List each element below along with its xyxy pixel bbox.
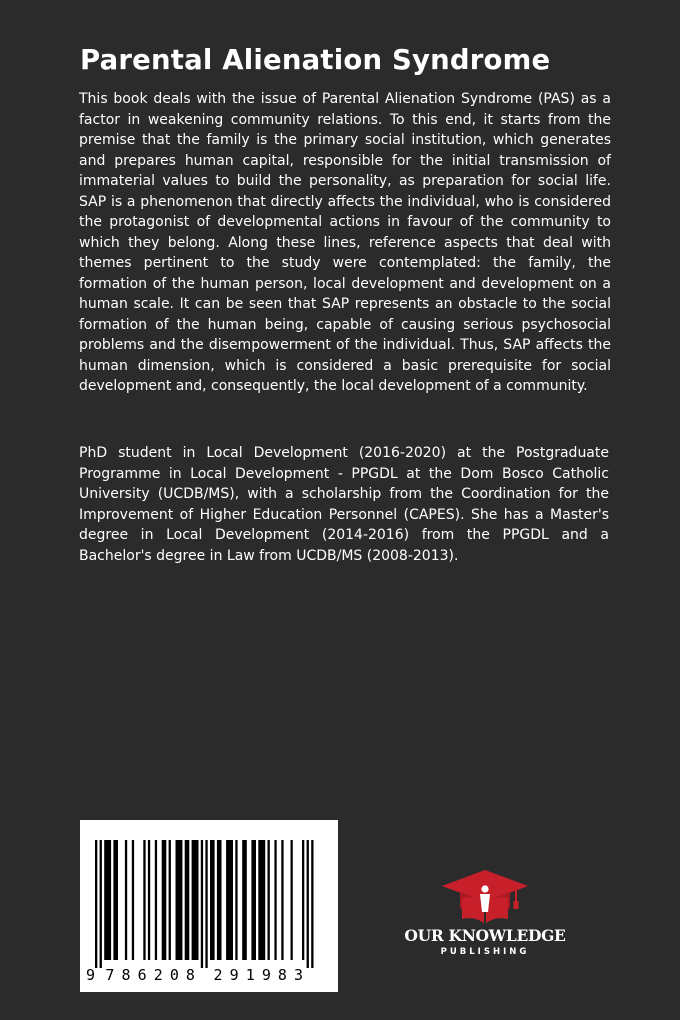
barcode-bar <box>143 840 145 960</box>
barcode-digit: 9 <box>261 966 271 984</box>
barcode-digit: 8 <box>185 966 195 984</box>
barcode-bar <box>311 840 313 968</box>
publisher-subtitle: PUBLISHING <box>440 947 530 957</box>
barcode-bar <box>155 840 157 960</box>
publisher-logo <box>390 868 580 968</box>
barcode-digit: 0 <box>169 966 179 984</box>
barcode-bar <box>205 840 207 968</box>
barcode-digit: 8 <box>121 966 131 984</box>
barcode-bar <box>226 840 233 960</box>
barcode-digit: 7 <box>105 966 115 984</box>
barcode-bar <box>176 840 183 960</box>
barcode-bar <box>258 840 265 960</box>
barcode-bar <box>192 840 199 960</box>
barcode-digit: 8 <box>277 966 287 984</box>
barcode-bar <box>242 840 247 960</box>
barcode-digit: 9 <box>86 966 96 984</box>
barcode-digit: 6 <box>137 966 147 984</box>
barcode-bar <box>281 840 283 960</box>
barcode-bar <box>210 840 215 960</box>
barcode-bar <box>162 840 167 960</box>
barcode-bar <box>148 840 150 960</box>
barcode-bar <box>251 840 256 960</box>
publisher-name: OUR KNOWLEDGE <box>404 926 566 945</box>
barcode-digit: 2 <box>153 966 163 984</box>
book-title: Parental Alienation Syndrome <box>80 44 551 76</box>
barcode-bar <box>95 840 97 968</box>
isbn-barcode <box>80 820 338 992</box>
barcode-bar <box>113 840 118 960</box>
barcode-bar <box>302 840 304 960</box>
barcode-bar <box>235 840 237 960</box>
barcode-digit: 9 <box>229 966 239 984</box>
author-bio: PhD student in Local Development (2016-2020) at the Postgraduate Programme in Local Development - PPGDL at the Dom Bosco Catholic University (UCDB/MS), with a scholarship from the Coordination for the Improvement of Higher Education Personnel (CAPES). She has a Master's degree in Local Development (2014-2016) from the PPGDL and a Bachelor's degree in Law from UCDB/MS (2008-2013). <box>79 445 609 564</box>
barcode-bar <box>125 840 127 960</box>
barcode-digit: 3 <box>294 966 304 984</box>
barcode-bar <box>100 840 102 968</box>
barcode-bar <box>169 840 171 960</box>
barcode-bar <box>185 840 190 960</box>
barcode-bar <box>217 840 222 960</box>
barcode-digit: 2 <box>213 966 223 984</box>
barcode-bar <box>268 840 270 960</box>
barcode-bar <box>104 840 111 960</box>
barcode-digit: 1 <box>245 966 255 984</box>
graduation-cap-book-icon <box>440 868 530 926</box>
barcode-bar <box>274 840 276 960</box>
barcode-bar <box>307 840 309 968</box>
book-description: This book deals with the issue of Parental Alienation Syndrome (PAS) as a factor in weakening community relations. To this end, it starts from the premise that the family is the primary social institution, which generates and prepares human capital, responsible for the initial transmission of immaterial values to build the personality, as preparation for social life. SAP is a phenomenon that directly affects the individual, who is considered the protagonist of developmental actions in favour of the community to which they belong. Along these lines, reference aspects that deal with themes pertinent to the study were contemplated: the family, the formation of the human person, local development and development on a human scale. It can be seen that SAP represents an obstacle to the social formation of the human being, capable of causing serious psychosocial problems and the disempowerment of the individual. Thus, SAP affects the human dimension, which is considered a basic prerequisite for social development and, consequently, the local development of a community. <box>79 91 611 394</box>
barcode-bar <box>132 840 134 960</box>
barcode-bar <box>201 840 203 968</box>
barcode-graphic <box>80 820 338 992</box>
barcode-bar <box>291 840 293 960</box>
